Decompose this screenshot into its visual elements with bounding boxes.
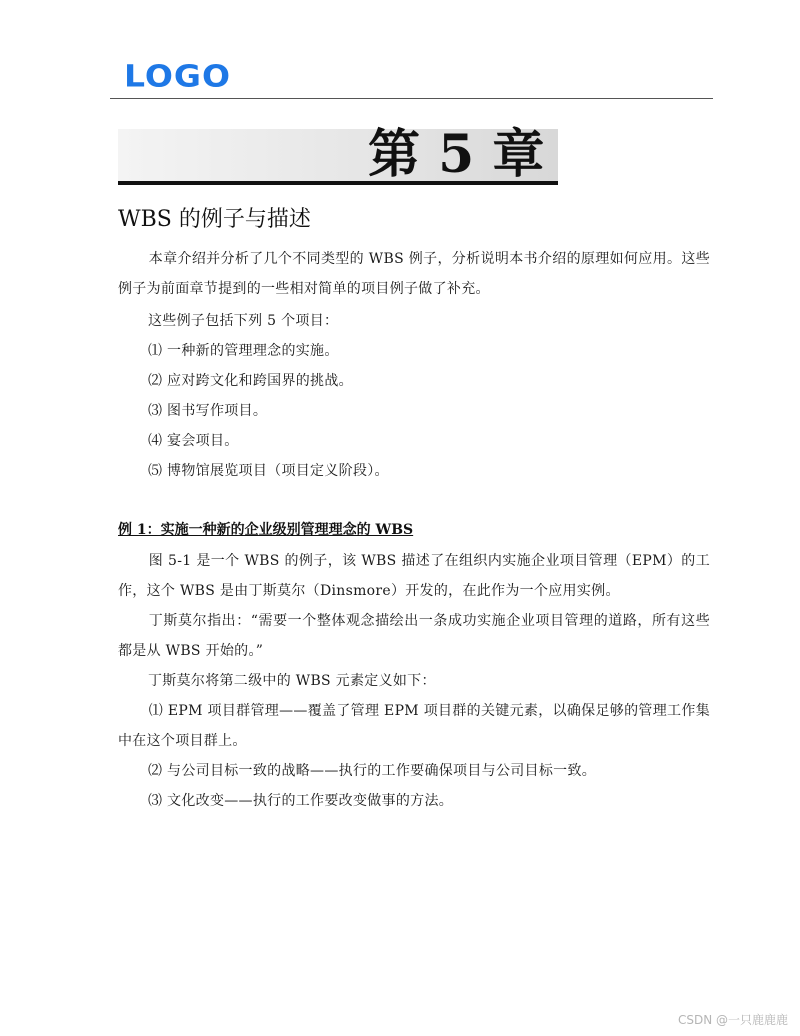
logo: LOGO bbox=[124, 58, 232, 95]
list-item: ⑸ 博物馆展览项目（项目定义阶段）。 bbox=[148, 463, 389, 479]
intro-paragraph: 本章介绍并分析了几个不同类型的 WBS 例子，分析说明本书介绍的原理如何应用。这些例子为前面章节提到的一些相对简单的项目例子做了补充。 bbox=[118, 251, 710, 297]
list-intro: 这些例子包括下列 5 个项目： bbox=[148, 313, 339, 329]
list-item: ⑵ 与公司目标一致的战略——执行的工作要确保项目与公司目标一致。 bbox=[148, 763, 597, 779]
chapter-title: 第 5 章 bbox=[368, 124, 545, 185]
list-item: ⑴ EPM 项目群管理——覆盖了管理 EPM 项目群的关键元素，以确保足够的管理工作集中在这个项目群上。 bbox=[118, 703, 710, 749]
list-item: ⑵ 应对跨文化和跨国界的挑战。 bbox=[148, 373, 353, 389]
example-paragraph: 丁斯莫尔指出：“需要一个整体观念描绘出一条成功实施企业项目管理的道路，所有这些都是从 WBS 开始的。” bbox=[118, 613, 710, 659]
header-divider bbox=[110, 98, 713, 99]
list-item: ⑶ 文化改变——执行的工作要改变做事的方法。 bbox=[148, 793, 454, 809]
example-paragraph: 图 5-1 是一个 WBS 的例子，该 WBS 描述了在组织内实施企业项目管理（EPM）的工作，这个 WBS 是由丁斯莫尔（Dinsmore）开发的，在此作为一个应用实例。 bbox=[118, 553, 710, 599]
list-item: ⑷ 宴会项目。 bbox=[148, 433, 239, 449]
watermark: CSDN @一只鹿鹿鹿 bbox=[677, 1013, 788, 1027]
section-title: WBS 的例子与描述 bbox=[118, 207, 311, 232]
example-heading: 例 1：实施一种新的企业级别管理理念的 WBS bbox=[118, 522, 414, 538]
example-paragraph: 丁斯莫尔将第二级中的 WBS 元素定义如下： bbox=[148, 673, 436, 689]
list-item: ⑴ 一种新的管理理念的实施。 bbox=[148, 343, 339, 359]
list-item: ⑶ 图书写作项目。 bbox=[148, 403, 268, 419]
